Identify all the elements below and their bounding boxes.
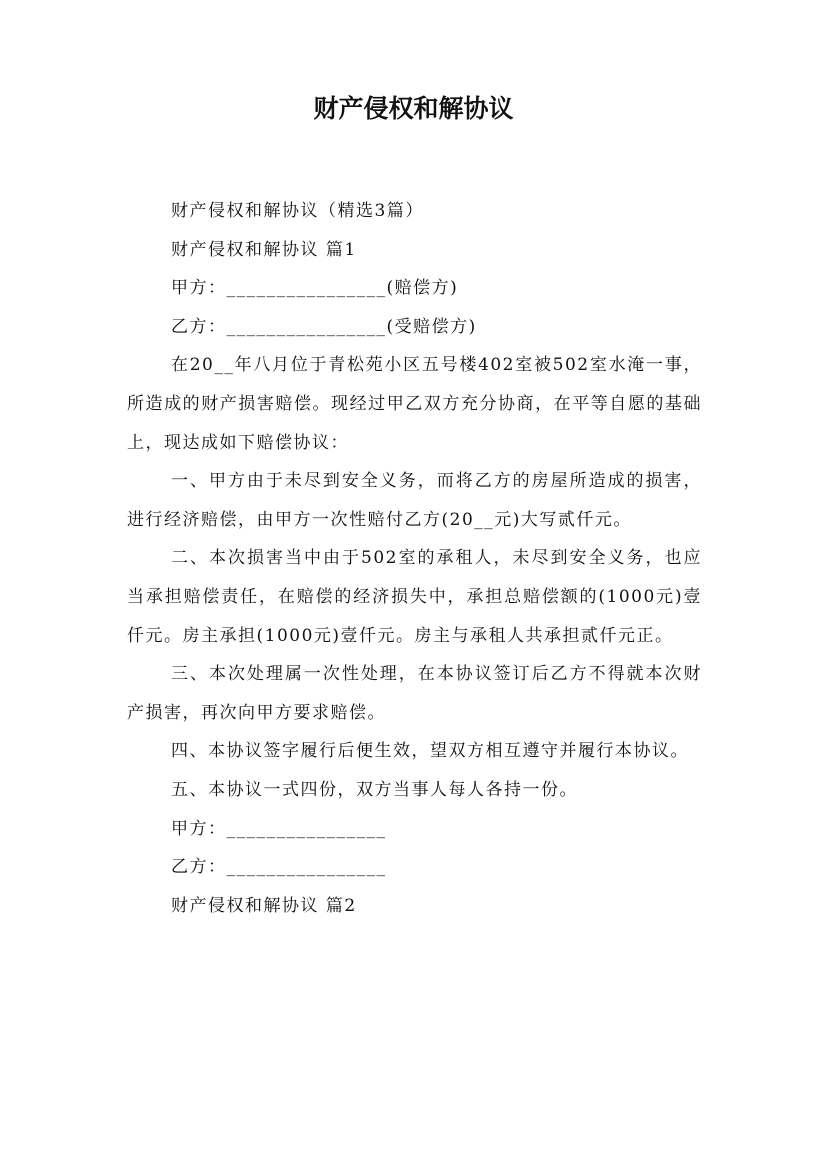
clause-3: 三、本次处理属一次性处理，在本协议签订后乙方不得就本次财产损害，再次向甲方要求赔偿。: [127, 664, 702, 723]
clause-5: 五、本协议一式四份，双方当事人每人各持一份。: [171, 779, 578, 800]
clause-4: 四、本协议签字履行后便生效，望双方相互遵守并履行本协议。: [171, 741, 689, 762]
document-body: [127, 192, 702, 925]
section-2-heading: 财产侵权和解协议 篇2: [171, 895, 357, 916]
clause-2: 二、本次损害当中由于502室的承租人，未尽到安全义务，也应当承担赔偿责任，在赔偿的经济损失中，承担总赔偿额的(1000元)壹仟元。房主承担(1000元)壹仟元。房主与承租人共承担贰仟元正。: [127, 548, 702, 646]
section-1-heading: 财产侵权和解协议 篇1: [171, 239, 357, 260]
document-title: 财产侵权和解协议: [313, 94, 514, 123]
party-b-line: 乙方：________________(受赔偿方): [171, 316, 477, 337]
signature-party-a: 甲方：________________: [171, 818, 387, 839]
intro-paragraph: 在20__年八月位于青松苑小区五号楼402室被502室水淹一事，所造成的财产损害赔偿。现经过甲乙双方充分协商，在平等自愿的基础上，现达成如下赔偿协议：: [127, 355, 702, 453]
document-subtitle: 财产侵权和解协议（精选3篇）: [171, 201, 424, 221]
clause-1: 一、甲方由于未尽到安全义务，而将乙方的房屋所造成的损害，进行经济赔偿，由甲方一次性赔付乙方(20__元)大写贰仟元。: [127, 471, 702, 530]
signature-party-b: 乙方：________________: [171, 857, 387, 878]
party-a-line: 甲方：________________(赔偿方): [171, 278, 459, 299]
